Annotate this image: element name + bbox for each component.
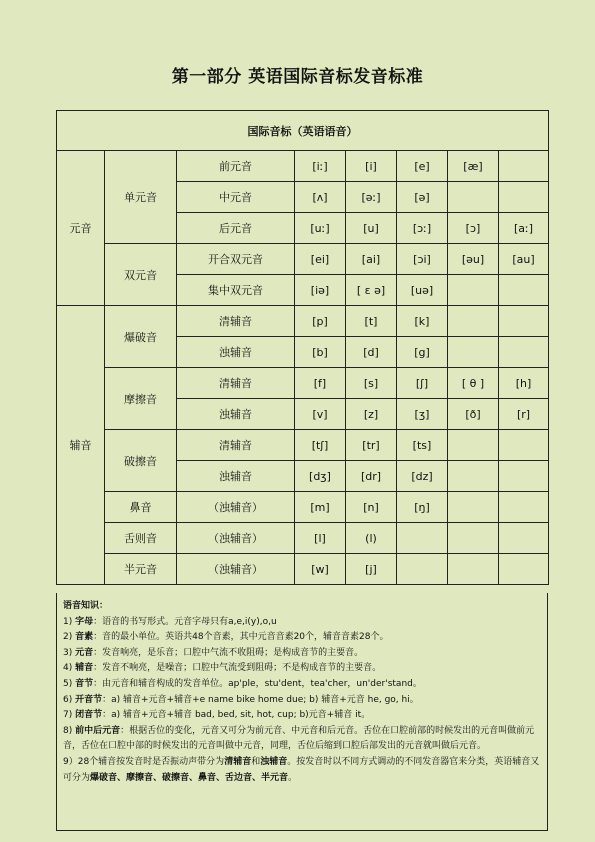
back-vowel-label: 后元音 [177, 213, 295, 244]
phoneme-cell [448, 492, 499, 523]
phoneme-cell: [uə] [397, 275, 448, 306]
phoneme-cell: [ŋ] [397, 492, 448, 523]
phoneme-cell: [v] [295, 399, 346, 430]
monophthong-label: 单元音 [105, 151, 177, 244]
phoneme-cell: [ θ ] [448, 368, 499, 399]
phoneme-cell [499, 461, 549, 492]
table-row [57, 554, 549, 585]
table-row [57, 430, 549, 461]
centering-diphthong-label: 集中双元音 [177, 275, 295, 306]
phoneme-cell: [tr] [346, 430, 397, 461]
front-vowel-label: 前元音 [177, 151, 295, 182]
phoneme-cell [448, 275, 499, 306]
phoneme-cell: [t] [346, 306, 397, 337]
table-row [57, 151, 549, 182]
voiced-paren-label: （浊辅音） [177, 492, 295, 523]
phoneme-cell: [ʃ] [397, 368, 448, 399]
table-header: 国际音标（英语语音） [57, 111, 549, 151]
voiceless-label: 清辅音 [177, 368, 295, 399]
phonetics-notes [56, 593, 548, 831]
phoneme-cell [397, 554, 448, 585]
phoneme-cell: [aː] [499, 213, 549, 244]
phoneme-cell: [r] [499, 399, 549, 430]
phoneme-cell [499, 492, 549, 523]
phoneme-cell: [au] [499, 244, 549, 275]
voiceless-label: 清辅音 [177, 306, 295, 337]
phoneme-cell [499, 182, 549, 213]
phoneme-cell: [u] [346, 213, 397, 244]
phoneme-cell: [z] [346, 399, 397, 430]
phoneme-cell: [dʒ] [295, 461, 346, 492]
central-vowel-label: 中元音 [177, 182, 295, 213]
note-item-7: 7) 闭音节：a) 辅音+元音+辅音 bad, bed, sit, hot, cup; b)元音+辅音 it。 [63, 710, 371, 721]
phoneme-cell: [l] [295, 523, 346, 554]
phoneme-cell [499, 554, 549, 585]
phoneme-cell [499, 151, 549, 182]
note-item-4: 4) 辅音：发音不响亮，是噪音；口腔中气流受到阻碍；不是构成音节的主要音。 [63, 663, 382, 674]
phoneme-cell: [ɔi] [397, 244, 448, 275]
phoneme-cell [499, 337, 549, 368]
note-item-5: 5) 音节：由元音和辅音构成的发音单位。ap'ple，stu'dent，tea'cher，un'der'stand。 [63, 678, 422, 689]
phoneme-cell: [d] [346, 337, 397, 368]
phoneme-cell [448, 554, 499, 585]
table-row [57, 244, 549, 275]
phoneme-cell [499, 275, 549, 306]
phoneme-cell: [m] [295, 492, 346, 523]
table-row [57, 523, 549, 554]
phoneme-cell: [p] [295, 306, 346, 337]
voiced-label: 浊辅音 [177, 337, 295, 368]
vowel-label: 元音 [57, 151, 105, 306]
fricative-label: 摩擦音 [105, 368, 177, 430]
phoneme-cell: [i] [346, 151, 397, 182]
closing-diphthong-label: 开合双元音 [177, 244, 295, 275]
phoneme-cell: [s] [346, 368, 397, 399]
phoneme-cell: [k] [397, 306, 448, 337]
phoneme-cell: [uː] [295, 213, 346, 244]
phoneme-cell: [ð] [448, 399, 499, 430]
phoneme-cell: (l) [346, 523, 397, 554]
note-item-2: 2) 音素：音的最小单位。英语共48个音素，其中元音音素20个，辅音音素28个。 [63, 632, 389, 643]
page-title: 第一部分 英语国际音标发音标准 [171, 67, 424, 87]
phoneme-cell: [ts] [397, 430, 448, 461]
phoneme-cell: [h] [499, 368, 549, 399]
voiced-label: 浊辅音 [177, 399, 295, 430]
table-row [57, 492, 549, 523]
phoneme-cell: [ ε ə] [346, 275, 397, 306]
phoneme-cell: [ʌ] [295, 182, 346, 213]
voiceless-label: 清辅音 [177, 430, 295, 461]
phoneme-cell: [n] [346, 492, 397, 523]
phoneme-cell: [ɔ] [448, 213, 499, 244]
note-item-9: 9）28个辅音按发音时是否振动声带分为清辅音和浊辅音。按发音时以不同方式调动的不同发音器官来分类，英语辅音又可分为爆破音、摩擦音、破擦音、鼻音、舌边音、半元音。 [63, 756, 540, 783]
semivowel-label: 半元音 [105, 554, 177, 585]
phoneme-cell: [æ] [448, 151, 499, 182]
nasal-label: 鼻音 [105, 492, 177, 523]
phoneme-cell: [b] [295, 337, 346, 368]
note-item-3: 3) 元音：发音响亮，是乐音；口腔中气流不收阻碍；是构成音节的主要音。 [63, 647, 364, 658]
phoneme-cell: [tʃ] [295, 430, 346, 461]
phoneme-cell: [dz] [397, 461, 448, 492]
note-item-8: 8) 前中后元音：根据舌位的变化，元音又可分为前元音、中元音和后元音。舌位在口腔前部的时候发出的元音叫做前元音，舌位在口腔中部的时候发出的元音叫做中元音，同理，舌位后缩到口腔后部发出的元音就叫做后元音。 [63, 725, 535, 752]
phoneme-cell [448, 182, 499, 213]
phoneme-cell: [ʒ] [397, 399, 448, 430]
affricate-label: 破擦音 [105, 430, 177, 492]
phoneme-cell [448, 461, 499, 492]
phoneme-cell [499, 430, 549, 461]
consonant-label: 辅音 [57, 306, 105, 585]
phoneme-cell: [dr] [346, 461, 397, 492]
phoneme-cell [448, 523, 499, 554]
table-row [57, 368, 549, 399]
phoneme-cell: [w] [295, 554, 346, 585]
phoneme-cell: [əu] [448, 244, 499, 275]
phoneme-cell: [iː] [295, 151, 346, 182]
phoneme-cell [397, 523, 448, 554]
voiced-paren-label: （浊辅音） [177, 554, 295, 585]
ipa-table [56, 110, 549, 585]
phoneme-cell: [ɔː] [397, 213, 448, 244]
diphthong-label: 双元音 [105, 244, 177, 306]
phoneme-cell [499, 523, 549, 554]
phoneme-cell: [ə] [397, 182, 448, 213]
voiced-label: 浊辅音 [177, 461, 295, 492]
phoneme-cell [499, 306, 549, 337]
phoneme-cell: [ei] [295, 244, 346, 275]
voiced-paren-label: （浊辅音） [177, 523, 295, 554]
lateral-label: 舌则音 [105, 523, 177, 554]
phoneme-cell [448, 306, 499, 337]
phoneme-cell [448, 337, 499, 368]
note-item-6: 6) 开音节：a) 辅音+元音+辅音+e name bike home due; b) 辅音+元音 he, go, hi。 [63, 694, 419, 705]
phoneme-cell [448, 430, 499, 461]
phoneme-cell: [e] [397, 151, 448, 182]
phoneme-cell: [ai] [346, 244, 397, 275]
note-item-1: 1) 字母：语音的书写形式。元音字母只有a,e,i(y),o,u [63, 616, 277, 627]
phoneme-cell: [j] [346, 554, 397, 585]
plosive-label: 爆破音 [105, 306, 177, 368]
table-row [57, 306, 549, 337]
phoneme-cell: [g] [397, 337, 448, 368]
phoneme-cell: [f] [295, 368, 346, 399]
phoneme-cell: [iə] [295, 275, 346, 306]
notes-title: 语音知识： [63, 601, 109, 611]
phoneme-cell: [əː] [346, 182, 397, 213]
